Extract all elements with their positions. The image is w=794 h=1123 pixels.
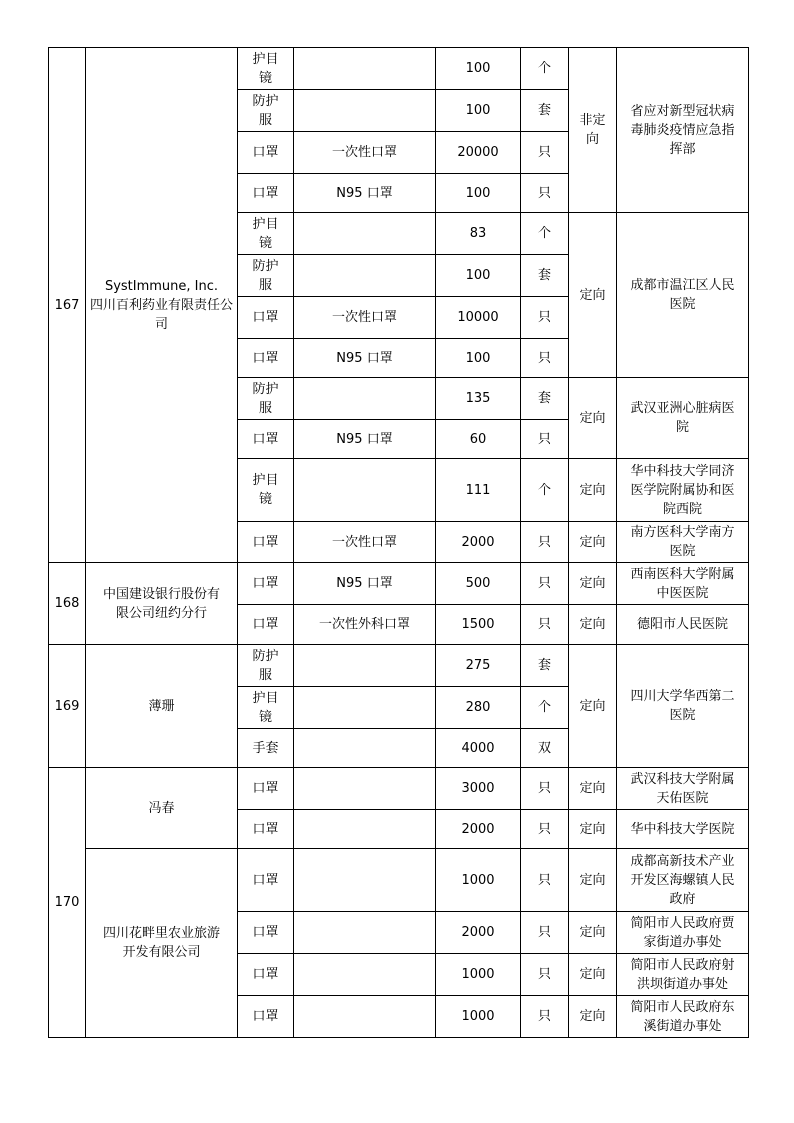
item-cell: 口罩 xyxy=(238,768,294,810)
recipient-cell: 成都市温江区人民 医院 xyxy=(617,213,749,378)
spec-cell xyxy=(294,996,436,1038)
serial-number-cell: 169 xyxy=(49,645,86,768)
recipient-cell: 武汉科技大学附属 天佑医院 xyxy=(617,768,749,810)
item-cell: 口罩 xyxy=(238,954,294,996)
unit-cell: 套 xyxy=(521,378,569,420)
donation-type-cell: 定向 xyxy=(569,954,617,996)
item-cell: 口罩 xyxy=(238,912,294,954)
item-cell: 口罩 xyxy=(238,996,294,1038)
quantity-cell: 2000 xyxy=(436,912,521,954)
spec-cell xyxy=(294,378,436,420)
item-cell: 口罩 xyxy=(238,605,294,645)
table-row xyxy=(49,563,749,605)
donor-cell: 中国建设银行股份有 限公司纽约分行 xyxy=(86,563,238,645)
unit-cell: 套 xyxy=(521,255,569,297)
unit-cell: 只 xyxy=(521,605,569,645)
unit-cell: 个 xyxy=(521,459,569,522)
table-row xyxy=(49,768,749,810)
unit-cell: 只 xyxy=(521,996,569,1038)
donation-type-cell: 定向 xyxy=(569,810,617,849)
recipient-cell: 德阳市人民医院 xyxy=(617,605,749,645)
recipient-cell: 简阳市人民政府射 洪坝街道办事处 xyxy=(617,954,749,996)
item-cell: 口罩 xyxy=(238,132,294,174)
quantity-cell: 1500 xyxy=(436,605,521,645)
unit-cell: 双 xyxy=(521,729,569,768)
item-cell: 防护 服 xyxy=(238,255,294,297)
spec-cell xyxy=(294,729,436,768)
quantity-cell: 4000 xyxy=(436,729,521,768)
quantity-cell: 60 xyxy=(436,420,521,459)
quantity-cell: 83 xyxy=(436,213,521,255)
item-cell: 手套 xyxy=(238,729,294,768)
unit-cell: 只 xyxy=(521,954,569,996)
item-cell: 口罩 xyxy=(238,849,294,912)
item-cell: 护目 镜 xyxy=(238,213,294,255)
unit-cell: 只 xyxy=(521,563,569,605)
unit-cell: 只 xyxy=(521,297,569,339)
quantity-cell: 3000 xyxy=(436,768,521,810)
spec-cell: N95 口罩 xyxy=(294,339,436,378)
recipient-cell: 成都高新技术产业 开发区海螺镇人民 政府 xyxy=(617,849,749,912)
unit-cell: 只 xyxy=(521,339,569,378)
quantity-cell: 111 xyxy=(436,459,521,522)
recipient-cell: 简阳市人民政府东 溪街道办事处 xyxy=(617,996,749,1038)
unit-cell: 套 xyxy=(521,90,569,132)
donor-cell: SystImmune, Inc. 四川百利药业有限责任公司 xyxy=(86,48,238,563)
recipient-cell: 简阳市人民政府贾 家街道办事处 xyxy=(617,912,749,954)
item-cell: 防护 服 xyxy=(238,645,294,687)
recipient-cell: 武汉亚洲心脏病医 院 xyxy=(617,378,749,459)
donation-type-cell: 定向 xyxy=(569,645,617,768)
recipient-cell: 华中科技大学医院 xyxy=(617,810,749,849)
recipient-cell: 南方医科大学南方 医院 xyxy=(617,522,749,563)
donation-type-cell: 定向 xyxy=(569,768,617,810)
donation-type-cell: 定向 xyxy=(569,563,617,605)
donation-type-cell: 定向 xyxy=(569,459,617,522)
quantity-cell: 500 xyxy=(436,563,521,605)
unit-cell: 只 xyxy=(521,810,569,849)
serial-number-cell: 170 xyxy=(49,768,86,1038)
spec-cell: 一次性口罩 xyxy=(294,297,436,339)
table-row xyxy=(49,48,749,90)
spec-cell xyxy=(294,255,436,297)
spec-cell: 一次性口罩 xyxy=(294,522,436,563)
unit-cell: 个 xyxy=(521,687,569,729)
item-cell: 防护 服 xyxy=(238,378,294,420)
recipient-cell: 华中科技大学同济 医学院附属协和医 院西院 xyxy=(617,459,749,522)
item-cell: 口罩 xyxy=(238,522,294,563)
donor-cell: 薄珊 xyxy=(86,645,238,768)
donation-type-cell: 定向 xyxy=(569,996,617,1038)
spec-cell: N95 口罩 xyxy=(294,174,436,213)
quantity-cell: 135 xyxy=(436,378,521,420)
item-cell: 口罩 xyxy=(238,810,294,849)
quantity-cell: 2000 xyxy=(436,810,521,849)
spec-cell: 一次性口罩 xyxy=(294,132,436,174)
recipient-cell: 省应对新型冠状病 毒肺炎疫情应急指 挥部 xyxy=(617,48,749,213)
unit-cell: 套 xyxy=(521,645,569,687)
quantity-cell: 100 xyxy=(436,90,521,132)
donation-type-cell: 定向 xyxy=(569,912,617,954)
spec-cell xyxy=(294,90,436,132)
unit-cell: 只 xyxy=(521,768,569,810)
unit-cell: 只 xyxy=(521,912,569,954)
quantity-cell: 100 xyxy=(436,255,521,297)
spec-cell xyxy=(294,849,436,912)
item-cell: 口罩 xyxy=(238,297,294,339)
quantity-cell: 100 xyxy=(436,174,521,213)
quantity-cell: 10000 xyxy=(436,297,521,339)
spec-cell xyxy=(294,954,436,996)
quantity-cell: 280 xyxy=(436,687,521,729)
spec-cell xyxy=(294,912,436,954)
spec-cell xyxy=(294,213,436,255)
unit-cell: 只 xyxy=(521,132,569,174)
item-cell: 口罩 xyxy=(238,339,294,378)
serial-number-cell: 167 xyxy=(49,48,86,563)
spec-cell xyxy=(294,645,436,687)
recipient-cell: 四川大学华西第二 医院 xyxy=(617,645,749,768)
quantity-cell: 1000 xyxy=(436,954,521,996)
donor-cell: 四川花畔里农业旅游 开发有限公司 xyxy=(86,849,238,1038)
spec-cell xyxy=(294,48,436,90)
unit-cell: 只 xyxy=(521,849,569,912)
recipient-cell: 西南医科大学附属 中医医院 xyxy=(617,563,749,605)
item-cell: 护目 镜 xyxy=(238,687,294,729)
spec-cell xyxy=(294,459,436,522)
unit-cell: 个 xyxy=(521,48,569,90)
donation-table xyxy=(48,47,749,1038)
item-cell: 护目 镜 xyxy=(238,459,294,522)
table-row xyxy=(49,849,749,912)
unit-cell: 个 xyxy=(521,213,569,255)
spec-cell xyxy=(294,768,436,810)
serial-number-cell: 168 xyxy=(49,563,86,645)
table-row xyxy=(49,645,749,687)
quantity-cell: 1000 xyxy=(436,849,521,912)
spec-cell: 一次性外科口罩 xyxy=(294,605,436,645)
donation-type-cell: 定向 xyxy=(569,849,617,912)
item-cell: 口罩 xyxy=(238,420,294,459)
spec-cell xyxy=(294,810,436,849)
item-cell: 口罩 xyxy=(238,174,294,213)
unit-cell: 只 xyxy=(521,522,569,563)
donation-type-cell: 定向 xyxy=(569,378,617,459)
unit-cell: 只 xyxy=(521,174,569,213)
donation-type-cell: 定向 xyxy=(569,213,617,378)
spec-cell: N95 口罩 xyxy=(294,420,436,459)
quantity-cell: 20000 xyxy=(436,132,521,174)
quantity-cell: 2000 xyxy=(436,522,521,563)
donation-type-cell: 非定 向 xyxy=(569,48,617,213)
unit-cell: 只 xyxy=(521,420,569,459)
donor-cell: 冯春 xyxy=(86,768,238,849)
quantity-cell: 1000 xyxy=(436,996,521,1038)
quantity-cell: 100 xyxy=(436,48,521,90)
item-cell: 防护 服 xyxy=(238,90,294,132)
spec-cell xyxy=(294,687,436,729)
item-cell: 口罩 xyxy=(238,563,294,605)
spec-cell: N95 口罩 xyxy=(294,563,436,605)
donation-type-cell: 定向 xyxy=(569,522,617,563)
quantity-cell: 275 xyxy=(436,645,521,687)
item-cell: 护目 镜 xyxy=(238,48,294,90)
donation-type-cell: 定向 xyxy=(569,605,617,645)
quantity-cell: 100 xyxy=(436,339,521,378)
